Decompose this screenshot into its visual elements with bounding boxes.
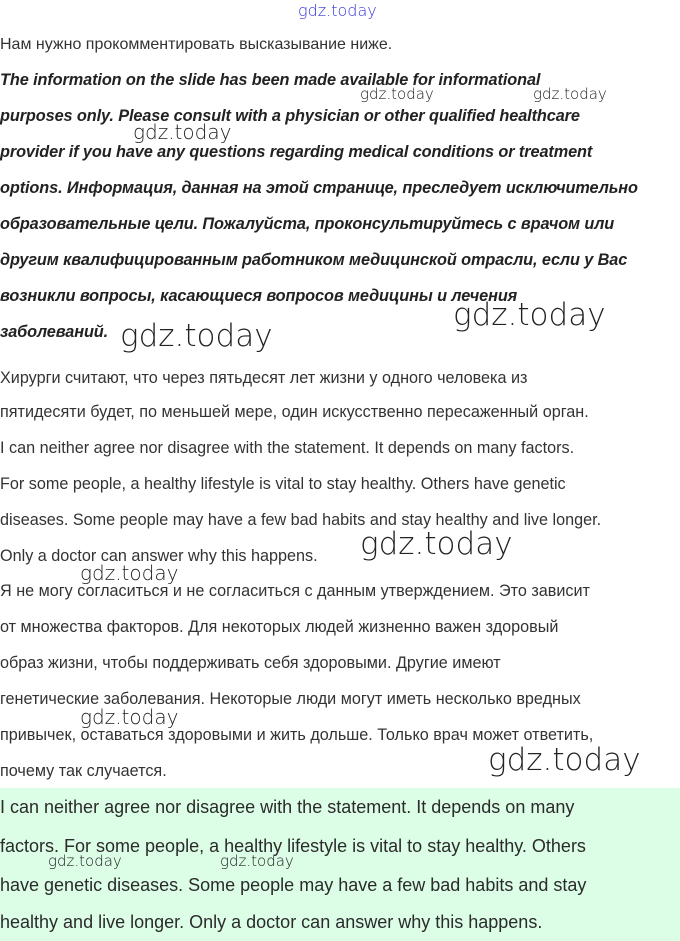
disclaimer-line: другим квалифицированным работником медицинской отрасли, если у Вас <box>0 251 628 269</box>
watermark: gdz.today <box>360 85 434 103</box>
body-line: Хирурги считают, что через пятьдесят лет жизни у одного человека из <box>0 369 528 387</box>
disclaimer-line: provider if you have any questions regarding medical conditions or treatment <box>0 143 593 161</box>
watermark: gdz.today <box>360 526 513 562</box>
body-line: почему так случается. <box>0 762 167 780</box>
disclaimer-line: возникли вопросы, касающиеся вопросов медицины и лечения <box>0 287 518 305</box>
watermark: gdz.today <box>133 120 232 144</box>
body-line: от множества факторов. Для некоторых людей жизненно важен здоровый <box>0 618 559 636</box>
body-line: привычек, оставаться здоровыми и жить дольше. Только врач может ответить, <box>0 726 594 744</box>
watermark: gdz.today <box>488 742 641 778</box>
body-line: For some people, a healthy lifestyle is vital to stay healthy. Others have genetic <box>0 475 566 493</box>
answer-line: healthy and live longer. Only a doctor can answer why this happens. <box>0 912 543 932</box>
answer-line: factors. For some people, a healthy lifestyle is vital to stay healthy. Others <box>0 836 586 856</box>
watermark: gdz.today <box>48 852 122 870</box>
watermark: gdz.today <box>533 85 607 103</box>
disclaimer-line: заболеваний. <box>0 323 109 341</box>
body-line: I can neither agree nor disagree with the statement. It depends on many factors. <box>0 439 575 457</box>
body-line: Я не могу согласиться и не согласиться с данным утверждением. Это зависит <box>0 582 590 600</box>
answer-line: have genetic diseases. Some people may have a few bad habits and stay <box>0 875 587 895</box>
body-line: генетические заболевания. Некоторые люди могут иметь несколько вредных <box>0 690 581 708</box>
watermark: gdz.today <box>453 297 606 333</box>
watermark: gdz.today <box>220 852 294 870</box>
intro-text: Нам нужно прокомментировать высказывание ниже. <box>0 36 393 53</box>
disclaimer-line: образовательные цели. Пожалуйста, проконсультируйтесь с врачом или <box>0 215 615 233</box>
body-line: Only a doctor can answer why this happens. <box>0 547 318 565</box>
body-line: пятидесяти будет, по меньшей мере, один искусственно пересаженный орган. <box>0 403 589 421</box>
watermark: gdz.today <box>298 1 377 20</box>
disclaimer-line: options. Информация, данная на этой странице, преследует исключительно <box>0 179 638 197</box>
body-line: diseases. Some people may have a few bad habits and stay healthy and live longer. <box>0 511 602 529</box>
body-line: образ жизни, чтобы поддерживать себя здоровыми. Другие имеют <box>0 654 501 672</box>
watermark: gdz.today <box>80 561 179 585</box>
disclaimer-line: purposes only. Please consult with a physician or other qualified healthcare <box>0 107 580 125</box>
disclaimer-line: The information on the slide has been made available for informational <box>0 71 541 89</box>
answer-line: I can neither agree nor disagree with the statement. It depends on many <box>0 797 575 817</box>
watermark: gdz.today <box>120 318 273 354</box>
watermark: gdz.today <box>80 705 179 729</box>
